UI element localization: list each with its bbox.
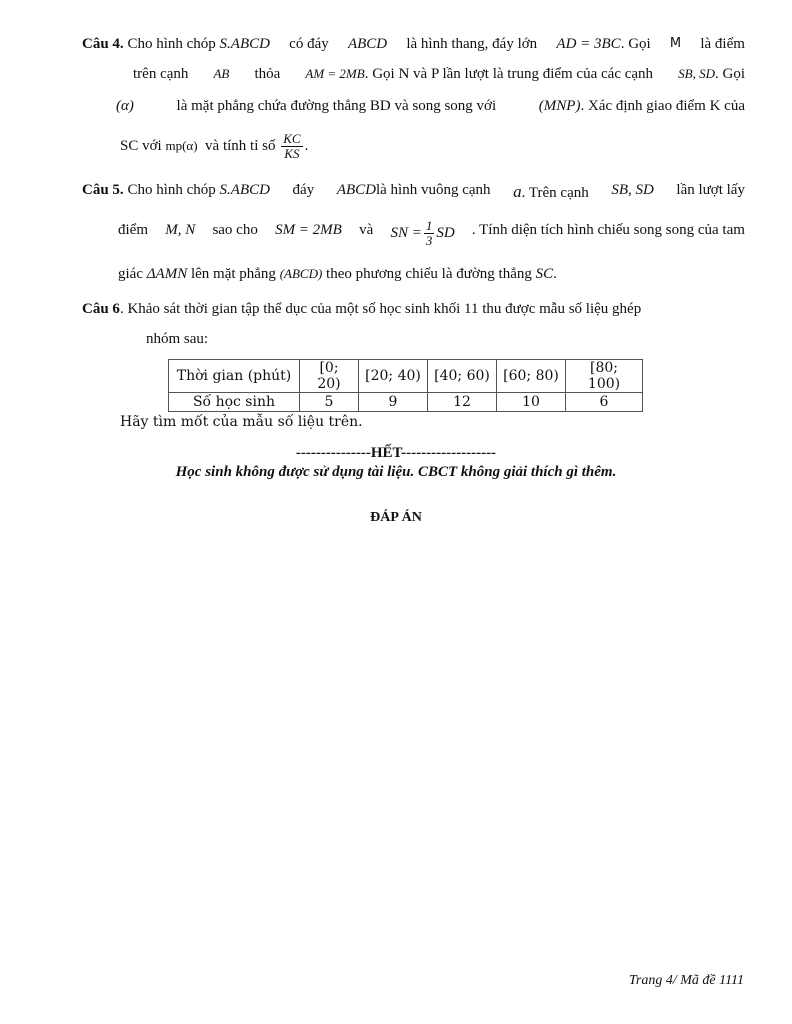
q4-math: AM = 2MB: [305, 66, 365, 81]
q5-math: ABCD: [336, 182, 376, 198]
q4-line-2: [133, 66, 745, 83]
table-cell: [60; 80): [497, 360, 566, 393]
q4-line-4: [120, 132, 308, 161]
q4-math: SB, SD: [678, 66, 715, 81]
q4-math: AD = 3BC: [556, 36, 621, 52]
end-line: ---------------HẾT-------------------: [295, 445, 497, 461]
table-cell: [80; 100): [566, 360, 643, 393]
q4-math: (α): [116, 98, 134, 114]
q4-math: (MNP): [538, 98, 581, 114]
q5-text: lần lượt lấy: [676, 182, 745, 198]
q4-math: AB: [213, 66, 230, 81]
q5-math: M, N: [165, 222, 196, 238]
note: Học sinh không được sử dụng tài liệu. CBCT không giải thích gì thêm.: [175, 464, 617, 480]
q5-math: ΔAMN: [146, 266, 188, 282]
q4-text: có đáy: [289, 36, 329, 52]
q4-text: .: [304, 137, 309, 154]
q5-math: a: [513, 182, 522, 201]
q5-line-2: [118, 218, 745, 251]
q5-line-1: [82, 182, 745, 202]
table-cell: 5: [300, 393, 359, 412]
table-cell: [0; 20): [300, 360, 359, 393]
q4-text: thỏa: [254, 66, 281, 82]
q5-math: SC: [535, 266, 554, 282]
q5-text: là hình vuông cạnh: [375, 182, 491, 198]
q5-math: SM = 2MB: [275, 222, 342, 238]
q4-math: mp(α): [165, 137, 198, 153]
q4-line-3: [116, 98, 745, 115]
table-row: [169, 393, 643, 412]
q6-label: Câu 6: [82, 301, 120, 317]
q4-text: trên cạnh: [133, 66, 189, 82]
table-cell: Số học sinh: [169, 393, 300, 412]
q4-math: M: [669, 36, 682, 51]
q5-text: .: [553, 266, 557, 282]
q4-text: SC với: [120, 137, 162, 154]
q6-line-1: [82, 301, 641, 318]
q4-text: . Gọi: [620, 36, 651, 52]
table-cell: Thời gian (phút): [169, 360, 300, 393]
q4-text: là điểm: [700, 36, 745, 52]
q5-text: . Trên cạnh: [521, 185, 589, 201]
q4-text: . Gọi N và P lần lượt là trung điểm của các cạnh: [364, 66, 654, 82]
frequency-table: [168, 359, 643, 412]
q5-math: SN =: [390, 224, 422, 241]
table-cell: 9: [359, 393, 428, 412]
q5-line-3: [118, 266, 557, 283]
q5-text: đáy: [292, 182, 315, 198]
table-row: [169, 360, 643, 393]
q4-label: Câu 4.: [82, 36, 124, 52]
q5-math: SD: [436, 224, 455, 241]
table-cell: 6: [566, 393, 643, 412]
q4-math: S.ABCD: [219, 36, 270, 52]
q5-text: điểm: [118, 222, 148, 238]
q5-label: Câu 5.: [82, 182, 124, 198]
q5-math: S.ABCD: [219, 182, 270, 198]
table-cell: [20; 40): [359, 360, 428, 393]
q4-text: Cho hình chóp: [127, 36, 216, 52]
q4-fraction: $\frac{KC}{KS}$: [283, 131, 301, 161]
q4-text: và tính tỉ số: [205, 137, 276, 154]
q5-text: . Tính diện tích hình chiếu song song của tam: [471, 222, 745, 238]
q4-line-1: [82, 36, 745, 53]
q4-text: là mặt phẳng chứa đường thẳng BD và song song với: [176, 98, 497, 114]
q6-text: . Khảo sát thời gian tập thể dục của một số học sinh khối 11 thu được mẫu số liệu ghép: [119, 301, 642, 317]
q4-text: . Xác định giao điểm K của: [580, 98, 745, 114]
q5-fraction: $\frac{1}{3}$: [425, 218, 433, 248]
q5-text: và: [359, 222, 374, 238]
q5-text: lên mặt phẳng: [190, 266, 276, 282]
q4-text: . Gọi: [714, 66, 745, 82]
page-footer: Trang 4/ Mã đề 1111: [628, 973, 744, 988]
q4-math: ABCD: [347, 36, 388, 52]
q5-text: Cho hình chóp: [127, 182, 216, 198]
table-cell: [40; 60): [428, 360, 497, 393]
answer-title: ĐÁP ÁN: [370, 510, 422, 525]
q5-text: sao cho: [212, 222, 258, 238]
q5-text: giác: [118, 266, 143, 282]
q5-math: (ABCD): [279, 266, 323, 281]
table-cell: 12: [428, 393, 497, 412]
q5-text: theo phương chiếu là đường thẳng: [326, 266, 532, 282]
table-cell: 10: [497, 393, 566, 412]
q6-line-2: nhóm sau:: [146, 331, 209, 347]
q5-math: SB, SD: [611, 182, 654, 198]
q4-text: là hình thang, đáy lớn: [406, 36, 538, 52]
q6-line-3: Hãy tìm mốt của mẫu số liệu trên.: [120, 414, 363, 430]
